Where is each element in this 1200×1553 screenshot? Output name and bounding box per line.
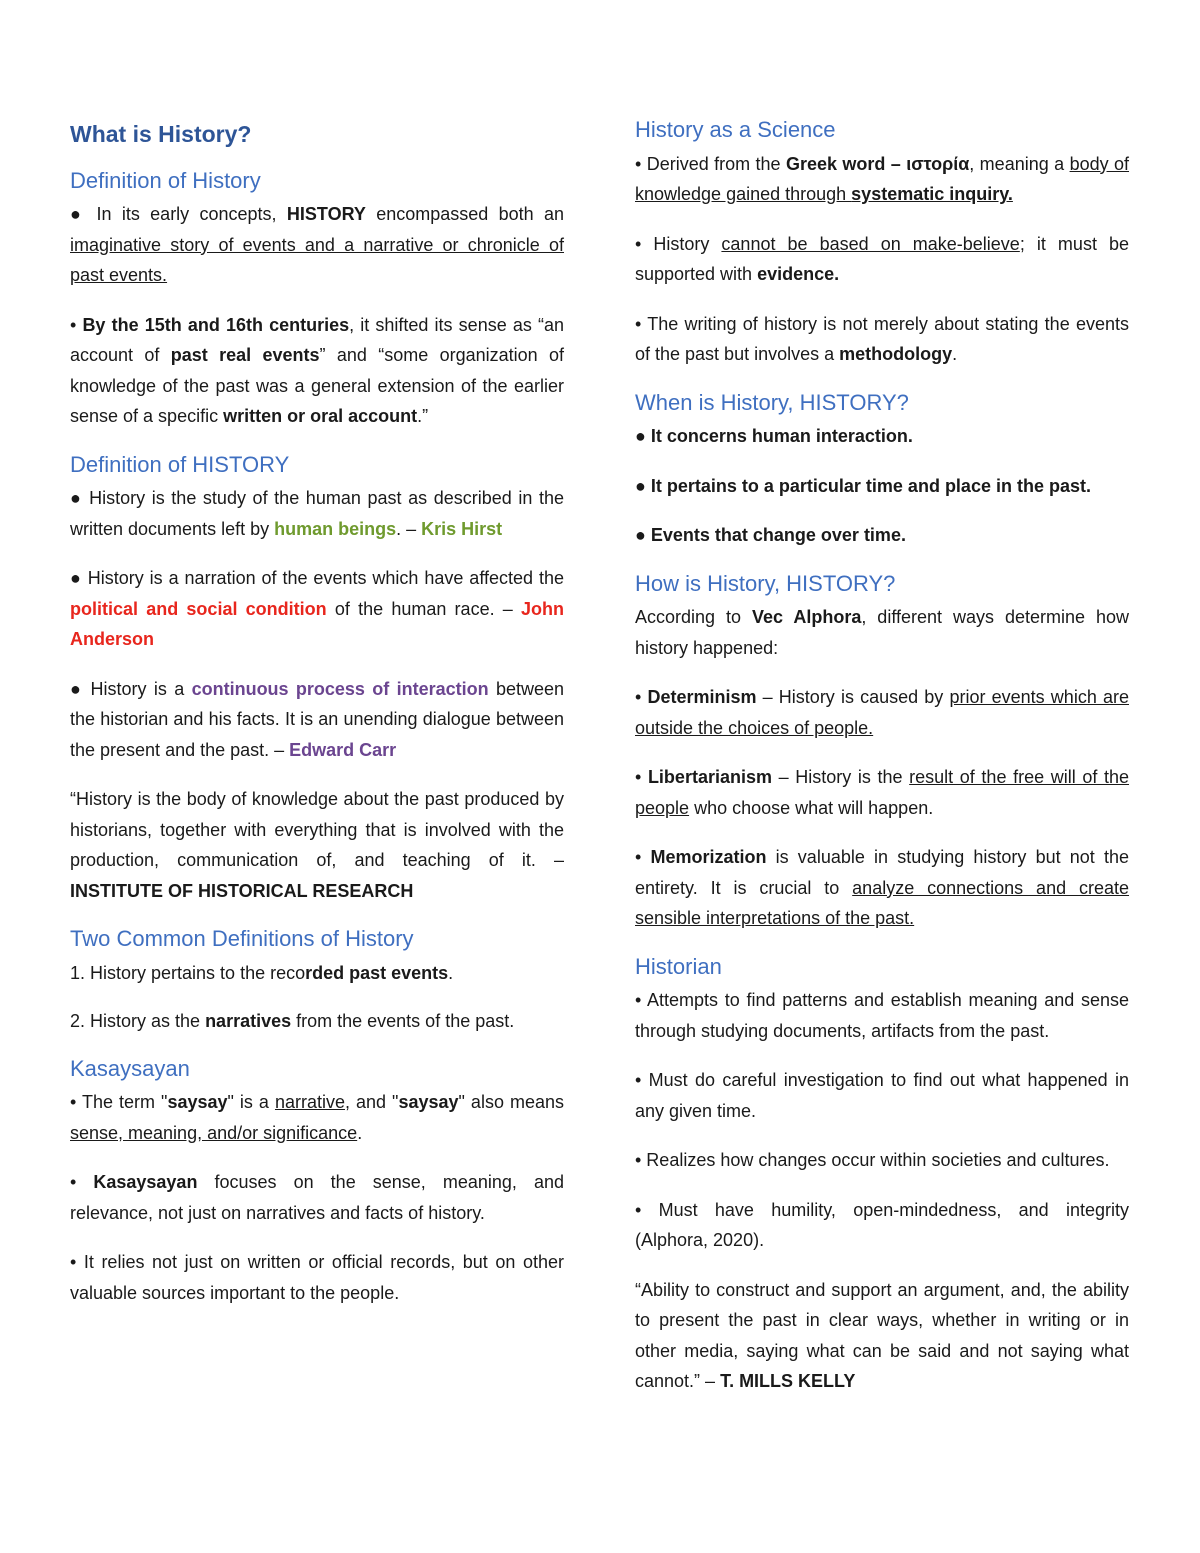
section-definition-of-history-caps bbox=[70, 451, 564, 907]
section-heading: Kasaysayan bbox=[70, 1055, 190, 1081]
page-title: What is History? bbox=[70, 121, 252, 147]
paragraph: • Memorization is valuable in studying history but not the entirety. It is crucial to analyze connections and create sensible interpretations of the past. bbox=[635, 847, 1130, 928]
list-item: 2. History as the narratives from the events of the past. bbox=[70, 1011, 515, 1032]
paragraph: ● In its early concepts, HISTORY encompassed both an imaginative story of events and a narrative or chronicle of past events. bbox=[70, 204, 564, 286]
paragraph: • Libertarianism – History is the result of the free will of the people who choose what will happen. bbox=[635, 767, 1130, 818]
list-item: ● It pertains to a particular time and place in the past. bbox=[635, 475, 1091, 496]
section-heading: Definition of HISTORY bbox=[70, 451, 290, 477]
paragraph: • The writing of history is not merely about stating the events of the past but involves a methodology. bbox=[635, 313, 1129, 364]
list-item: 1. History pertains to the recorded past events. bbox=[70, 962, 454, 983]
paragraph: According to Vec Alphora, different ways determine how history happened: bbox=[635, 607, 1130, 658]
section-heading: Historian bbox=[635, 953, 722, 979]
section-history-as-science bbox=[635, 116, 1129, 370]
paragraph: • Must have humility, open-mindedness, and integrity (Alphora, 2020). bbox=[635, 1199, 1129, 1250]
list-item: ● Events that change over time. bbox=[635, 525, 906, 545]
paragraph: • Determinism – History is caused by prior events which are outside the choices of people. bbox=[635, 687, 1129, 738]
paragraph: • Attempts to find patterns and establish meaning and sense through studying documents, artifacts from the past. bbox=[635, 990, 1129, 1041]
paragraph: • It relies not just on written or official records, but on other valuable sources important to the people. bbox=[70, 1252, 564, 1303]
paragraph: • By the 15th and 16th centuries, it shifted its sense as “an account of past real events” and “some organization of knowledge of the past was a general extension of the earlier sense of a specific written or oral account.” bbox=[70, 314, 565, 427]
section-heading: Two Common Definitions of History bbox=[70, 926, 414, 952]
section-historian bbox=[635, 953, 1129, 1397]
section-how-is-history bbox=[635, 570, 1129, 934]
left-column bbox=[70, 116, 564, 1327]
quote: “History is the body of knowledge about the past produced by historians, together with everything that is involved with the production, communication of, and teaching of it. – INSTITUTE OF HISTORICAL RESEARCH bbox=[70, 789, 564, 901]
paragraph: ● History is a continuous process of interaction between the historian and his facts. It is an unending dialogue between the present and the past. – Edward Carr bbox=[70, 678, 565, 760]
section-heading: Definition of History bbox=[70, 167, 261, 193]
paragraph: ● History is a narration of the events which have affected the political and social condition of the human race. – John Anderson bbox=[70, 568, 565, 650]
section-heading: History as a Science bbox=[635, 117, 836, 142]
quote: “Ability to construct and support an argument, and, the ability to present the past in clear ways, whether in writing or in other media, saying what can be said and not saying what cannot.” – T. MILLS KELLY bbox=[635, 1279, 1129, 1391]
list-item: ● It concerns human interaction. bbox=[635, 426, 913, 446]
section-heading: When is History, HISTORY? bbox=[635, 389, 909, 415]
paragraph: ● History is the study of the human past as described in the written documents left by human beings. – Kris Hirst bbox=[70, 488, 564, 539]
section-when-is-history bbox=[635, 389, 1129, 551]
section-definition-of-history bbox=[70, 167, 564, 432]
section-heading: How is History, HISTORY? bbox=[635, 570, 896, 596]
section-kasaysayan bbox=[70, 1055, 564, 1309]
paragraph: • Derived from the Greek word – ιστορία, meaning a body of knowledge gained through systematic inquiry. bbox=[635, 153, 1130, 204]
paragraph: • Must do careful investigation to find out what happened in any given time. bbox=[635, 1070, 1129, 1121]
paragraph: • The term "saysay" is a narrative, and "saysay" also means sense, meaning, and/or significance. bbox=[70, 1092, 564, 1143]
paragraph: • Kasaysayan focuses on the sense, meaning, and relevance, not just on narratives and facts of history. bbox=[70, 1172, 564, 1223]
right-column bbox=[635, 116, 1129, 1416]
section-two-common-definitions bbox=[70, 925, 564, 1037]
paragraph: • Realizes how changes occur within societies and cultures. bbox=[635, 1150, 1110, 1170]
paragraph: • History cannot be based on make-believe; it must be supported with evidence. bbox=[635, 233, 1130, 284]
